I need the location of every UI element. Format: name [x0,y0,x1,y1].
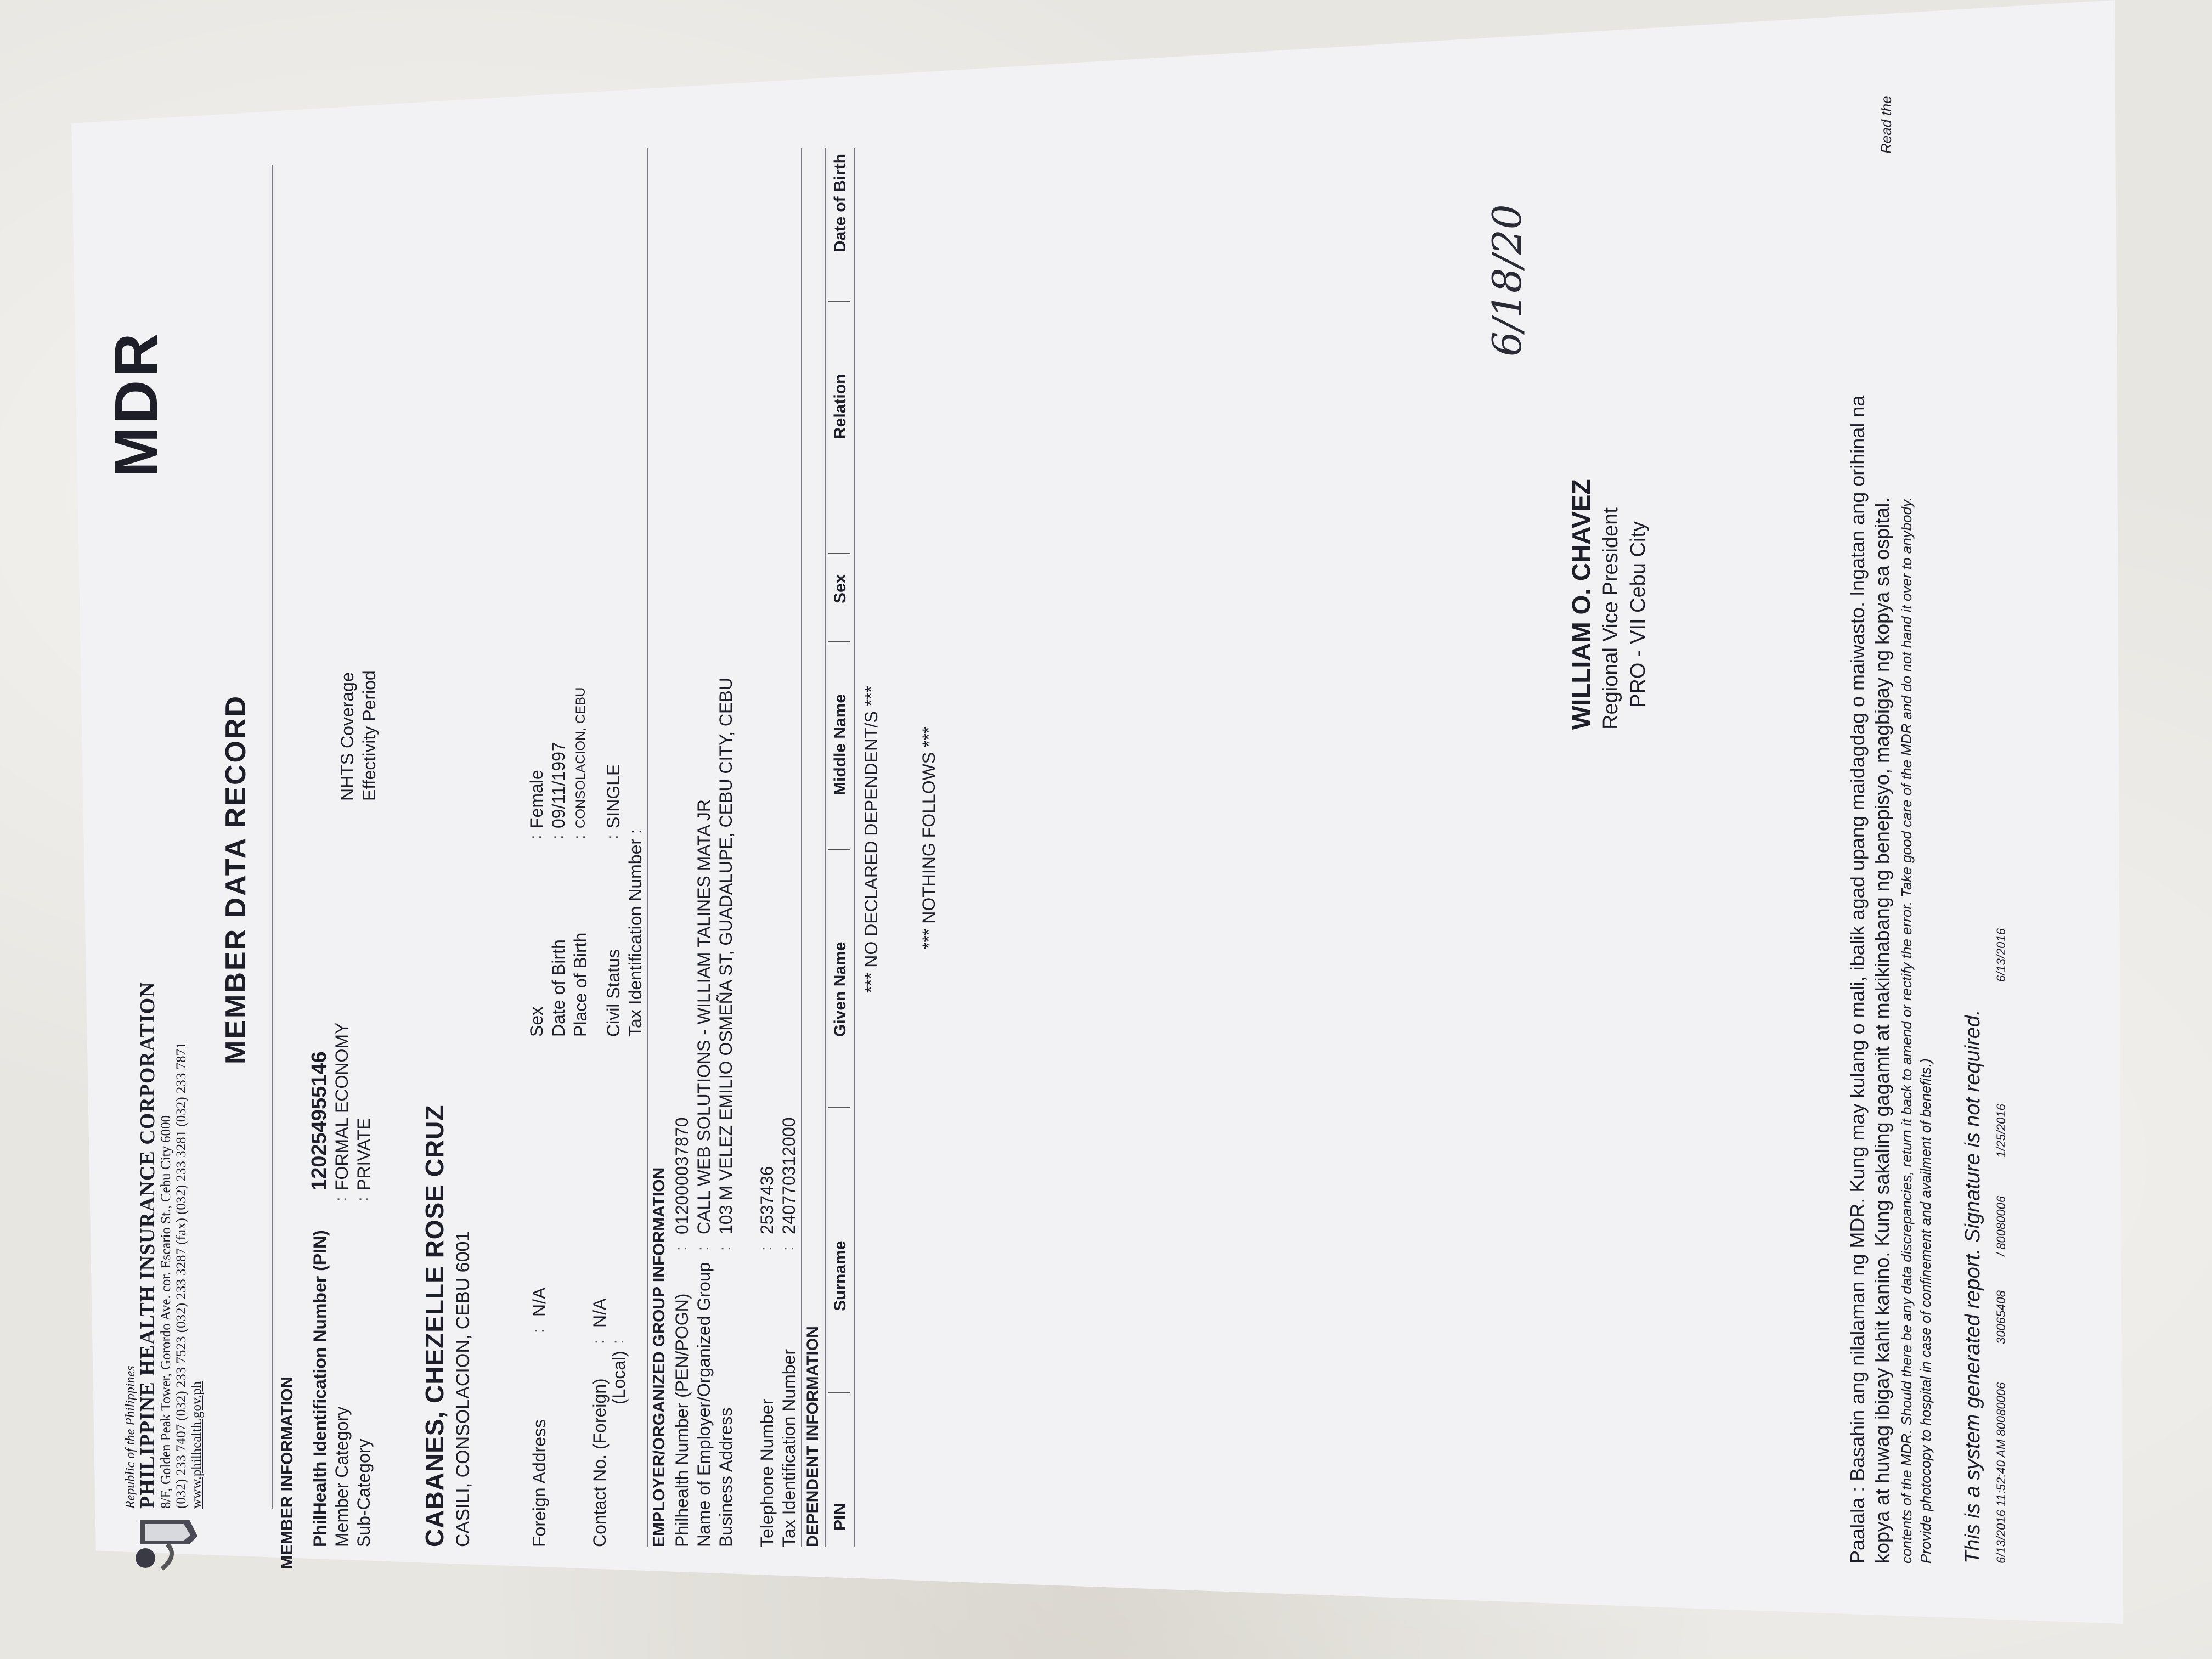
col-sex: Sex [831,574,849,603]
footer-timestamp: 6/13/2016 11:52:40 AM 80080006 [1994,1382,2008,1564]
business-address-label: Business Address [716,1407,736,1547]
divider [801,148,802,1547]
col-pin: PIN [831,1503,849,1531]
subcategory-value: PRIVATE [354,1118,374,1190]
col-relation: Relation [831,374,849,439]
footer-code-2: / 80080006 [1994,1195,2008,1256]
footer-code-1: 30065408 [1994,1290,2008,1344]
footer-date-1: 1/25/2016 [1994,1104,2008,1158]
business-address-value: 103 M VELEZ EMILIO OSMEÑA ST, GUADALUPE, CEBU CITY, CEBU [716,678,736,1234]
org-website: www.philhealth.gov.ph [189,1381,204,1509]
sex-value: Female [527,770,546,828]
page-title: MEMBER DATA RECORD [220,694,252,1064]
column-separator [828,849,850,850]
signatory-name: WILLIAM O. CHAVEZ [1567,479,1595,730]
col-given-name: Given Name [831,941,849,1037]
pin-label: PhilHealth Identification Number (PIN) [310,1230,330,1547]
column-separator [828,641,850,642]
colon: : [603,834,622,839]
foreign-address-value: N/A [529,1287,549,1317]
divider [854,148,855,1547]
signatory-office: PRO - VII Cebu City [1627,521,1650,708]
col-date-of-birth: Date of Birth [831,154,849,252]
colon: : [609,1339,627,1344]
org-address: 8/F, Golden Peak Tower, Gorordo Ave. cor. Escario St., Cebu City 6000 [159,1115,173,1509]
foreign-address-label: Foreign Address [529,1419,549,1547]
colon: : [354,1197,372,1201]
colon: : [332,1197,350,1201]
member-section-title: MEMBER INFORMATION [278,1376,296,1569]
employer-tin-label: Tax Identification Number [779,1348,799,1547]
civil-status-value: SINGLE [603,764,623,828]
pob-value: CONSOLACION, CEBU [573,687,588,828]
handwritten-date: 6/18/20 [1484,204,1530,357]
employer-name-label: Name of Employer/Organized Group [694,1262,714,1547]
dob-label: Date of Birth [549,939,568,1037]
pen-value: 012000037870 [672,1117,692,1234]
notice-line-3: contents of the MDR. Should there be any data discrepancies, return it back to amend or rectify the error. Take good care of the MDR and do not hand it over to anybody. [1898,496,1915,1564]
member-name: CABANES, CHEZELLE ROSE CRUZ [420,1104,449,1547]
col-middle-name: Middle Name [831,693,849,795]
no-dependents-text: *** NO DECLARED DEPENDENT/S *** [861,685,881,993]
notice-line-2-suffix: Read the [1878,95,1894,154]
contact-local-label: (Local) [609,1351,629,1404]
dob-value: 09/11/1997 [549,742,568,828]
org-phones: (032) 233 7407 (032) 233 7523 (032) 233 3287 (fax) (032) 233 3281 (032) 233 7871 [174,1042,189,1509]
col-surname: Surname [831,1240,849,1311]
colon: : [571,834,589,839]
divider [272,165,273,1509]
telephone-label: Telephone Number [757,1398,777,1547]
colon: : [549,834,567,839]
pob-label: Place of Birth [571,932,590,1037]
member-address: CASILI, CONSOLACION, CEBU 6001 [453,1231,473,1547]
notice-line-1: Paalala : Basahin ang nilalaman ng MDR. Kung may kulang o mali, ibalik agad upang maidagdag o maiwasto. Ingatan ang orihinal na [1846,395,1869,1564]
system-generated-note: This is a system generated report. Signature is not required. [1961,1009,1984,1564]
colon: : [757,1246,775,1251]
colon: : [779,1246,797,1251]
column-separator [828,1392,850,1393]
footer-date-2: 6/13/2016 [1994,928,2008,982]
colon: : [529,1328,548,1333]
mdr-code: MDR [103,330,170,477]
colon: : [672,1246,690,1251]
column-separator [828,553,850,554]
civil-status-label: Civil Status [603,949,623,1037]
notice-line-4: Provide photocopy to hospital in case of confinement and availment of benefits.) [1917,1058,1934,1564]
colon: : [590,1339,608,1344]
contact-foreign-value: N/A [590,1298,610,1328]
dependent-section-title: DEPENDENT INFORMATION [804,1326,822,1547]
category-label: Member Category [332,1406,352,1547]
signatory-position: Regional Vice President [1599,507,1622,730]
divider [647,148,648,1547]
employer-section-title: EMPLOYER/ORGANIZED GROUP INFORMATION [650,1167,668,1547]
colon: : [716,1246,734,1251]
notice-line-2: kopya at huwag ibigay kahit kanino. Kung sakaling gagamit at makikinabang ng benepisyo, magbigay ng kopya sa ospital. [1871,497,1893,1564]
employer-tin-value: 240770312000 [779,1117,799,1234]
divider [825,148,826,1547]
colon: : [694,1246,712,1251]
column-separator [828,301,850,302]
category-value: FORMAL ECONOMY [332,1022,352,1190]
telephone-value: 2537436 [757,1166,777,1234]
philhealth-logo-icon [129,1514,200,1575]
subcategory-label: Sub-Category [354,1438,374,1547]
member-data-record-document [103,95,2071,1585]
nothing-follows-text: *** NOTHING FOLLOWS *** [919,726,939,949]
republic-line: Republic of the Philippines [123,1365,138,1509]
sex-label: Sex [527,1006,546,1037]
contact-label: Contact No. (Foreign) [590,1378,610,1547]
effectivity-label: Effectivity Period [359,670,379,801]
column-separator [828,1107,850,1108]
employer-name-value: CALL WEB SOLUTIONS - WILLIAM TALINES MATA JR [694,799,714,1234]
tin-label: Tax Identification Number : [625,829,645,1037]
org-name: PHILIPPINE HEALTH INSURANCE CORPORATION [136,981,159,1509]
pen-label: Philhealth Number (PEN/POGN) [672,1293,692,1547]
nhts-label: NHTS Coverage [337,672,357,801]
pin-value: 120254955146 [308,1051,331,1190]
colon: : [527,834,545,839]
